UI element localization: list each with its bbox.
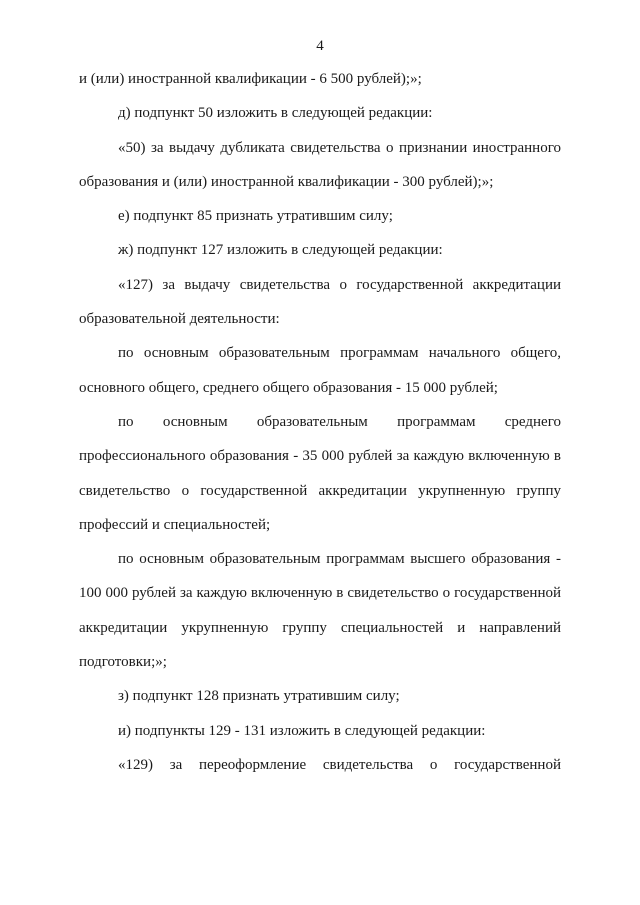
paragraph-4: е) подпункт 85 признать утратившим силу;	[118, 208, 393, 225]
paragraph-8: по основным образовательным программам среднего профессионального образования - 35 000 рублей за каждую включенную в свидетельство о государственной аккредитации укрупненную группу профессий и специальностей;	[79, 413, 561, 533]
paragraph-3: «50) за выдачу дубликата свидетельства о признании иностранного образования и (или) иностранной квалификации - 300 рублей);»;	[79, 139, 561, 190]
paragraph-2: д) подпункт 50 изложить в следующей редакции:	[118, 105, 433, 122]
page-number: 4	[316, 38, 324, 54]
paragraph-5: ж) подпункт 127 изложить в следующей редакции:	[118, 242, 443, 259]
paragraph-10: з) подпункт 128 признать утратившим силу;	[118, 688, 400, 705]
paragraph-7: по основным образовательным программам начального общего, основного общего, среднего общего образования - 15 000 рублей;	[79, 345, 561, 396]
paragraph-6: «127) за выдачу свидетельства о государственной аккредитации образовательной деятельности:	[79, 276, 561, 328]
paragraph-9: по основным образовательным программам высшего образования - 100 000 рублей за каждую включенную в свидетельство о государственной аккредитации укрупненную группу специальностей и направлений подготовки;»;	[79, 551, 561, 671]
paragraph-12: «129) за переоформление свидетельства о государственной	[118, 756, 561, 773]
paragraph-11: и) подпункты 129 - 131 изложить в следующей редакции:	[118, 722, 486, 739]
paragraph-1: и (или) иностранной квалификации - 6 500 рублей);»;	[79, 71, 422, 87]
document-body	[79, 62, 561, 782]
